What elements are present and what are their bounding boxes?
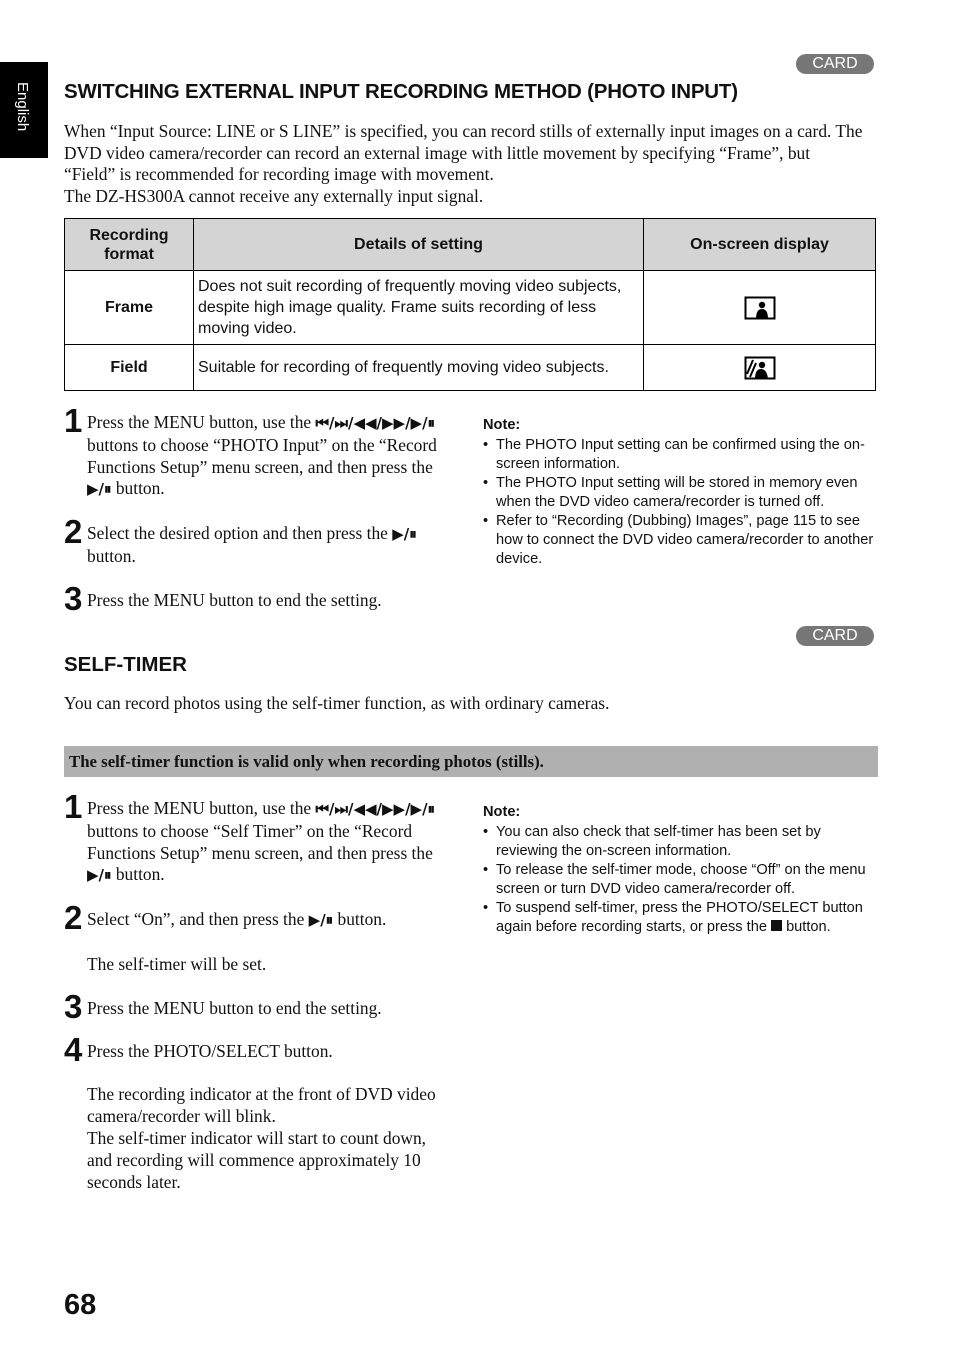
table-row — [65, 345, 876, 391]
note-item: • You can also check that self-timer has been set by reviewing the on-screen information. — [483, 823, 878, 861]
recording-format-table — [64, 218, 876, 391]
step-text: button. — [87, 545, 136, 566]
step-text: Select “On”, and then press the — [87, 909, 309, 930]
display-cell — [644, 345, 876, 391]
format-cell: Frame — [65, 271, 194, 345]
step-number: 3 — [64, 579, 83, 617]
self-timer-note — [483, 803, 878, 937]
step — [64, 402, 454, 501]
step-text: Select the desired option and then press the — [87, 523, 393, 544]
step-number: 3 — [64, 987, 83, 1025]
step-subtext: The self-timer will be set. — [87, 953, 267, 974]
table-header-row — [65, 219, 876, 271]
step-text: Press the MENU button to end the setting. — [87, 589, 382, 610]
step-number: 4 — [64, 1030, 83, 1068]
note-title: Note: — [483, 804, 521, 820]
photo-input-intro — [64, 121, 864, 208]
step — [64, 1030, 454, 1194]
note-text: button. — [786, 919, 831, 935]
frame-mode-icon — [744, 296, 776, 320]
note-item: • The PHOTO Input setting will be stored in memory even when the DVD video camera/recorder is turned off. — [483, 474, 878, 512]
note-title: Note: — [483, 417, 521, 433]
table-header: Recording format — [65, 219, 194, 271]
table-header: On-screen display — [644, 219, 876, 271]
photo-input-steps — [64, 402, 454, 617]
intro-paragraph: The DZ-HS300A cannot receive any externally input signal. — [64, 186, 484, 207]
step — [64, 899, 454, 976]
step-text: button. — [111, 864, 165, 885]
navigation-buttons-icon: ⏮/⏭/◀◀/▶▶/▶/⏸ — [315, 800, 436, 818]
stop-button-icon — [771, 920, 782, 931]
photo-input-note — [483, 416, 878, 569]
step-number: 1 — [64, 402, 83, 439]
note-item: • To release the self-timer mode, choose “Off” on the menu screen or turn DVD video camera/recorder off. — [483, 861, 878, 899]
page-number: 68 — [64, 1289, 97, 1321]
step-number: 2 — [64, 513, 83, 551]
field-mode-icon — [744, 356, 776, 380]
navigation-buttons-icon: ⏮/⏭/◀◀/▶▶/▶/⏸ — [315, 414, 436, 432]
step — [64, 579, 454, 617]
note-item: • Refer to “Recording (Dubbing) Images”, page 115 to see how to connect the DVD video camera/recorder to another device. — [483, 512, 878, 569]
table-header: Details of setting — [194, 219, 644, 271]
section-title-self-timer: SELF-TIMER — [64, 653, 187, 676]
note-item: • The PHOTO Input setting can be confirmed using the on-screen information. — [483, 436, 878, 474]
play-pause-icon: ▶/⏸ — [87, 480, 112, 499]
table-row — [65, 271, 876, 345]
language-tab — [0, 62, 48, 158]
step-subtext: The recording indicator at the front of DVD video camera/recorder will blink. — [87, 1084, 436, 1127]
intro-paragraph: When “Input Source: LINE or S LINE” is specified, you can record stills of externally input images on a card. The DVD video camera/recorder can record an external image with little movement by specifying “Frame”, but “Field” is recommended for recording image with movement. — [64, 121, 863, 185]
step-text: Press the MENU button, use the — [87, 798, 316, 818]
play-pause-icon: ▶/⏸ — [392, 525, 417, 544]
card-badge: CARD — [796, 54, 874, 74]
step-text: button. — [333, 909, 387, 930]
step-text: buttons to choose “PHOTO Input” on the “Record Functions Setup” menu screen, and then press the — [87, 434, 437, 477]
section-title-photo-input: SWITCHING EXTERNAL INPUT RECORDING METHOD (PHOTO INPUT) — [64, 80, 738, 103]
format-cell: Field — [65, 345, 194, 391]
self-timer-intro: You can record photos using the self-timer function, as with ordinary cameras. — [64, 693, 610, 713]
note-text: To suspend self-timer, press the PHOTO/SELECT button again before recording starts, or press the — [496, 900, 863, 935]
step-number: 2 — [64, 899, 83, 937]
play-pause-icon: ▶/⏸ — [87, 866, 112, 885]
step-subtext: The self-timer indicator will start to count down, and recording will commence approximately 10 seconds later. — [87, 1127, 427, 1192]
self-timer-highlight: The self-timer function is valid only when recording photos (stills). — [64, 746, 878, 777]
card-badge: CARD — [796, 626, 874, 646]
step-text: buttons to choose “Self Timer” on the “Record Functions Setup” menu screen, and then press the — [87, 820, 433, 863]
step — [64, 788, 454, 887]
step-text: Press the MENU button, use the — [87, 412, 316, 432]
details-cell: Suitable for recording of frequently moving video subjects. — [194, 345, 644, 391]
step-text: Press the PHOTO/SELECT button. — [87, 1040, 333, 1061]
step-text: button. — [111, 478, 165, 499]
language-label: English — [14, 82, 31, 132]
note-item — [483, 899, 878, 937]
self-timer-steps — [64, 788, 454, 1193]
step-number: 1 — [64, 788, 83, 825]
play-pause-icon: ▶/⏸ — [308, 911, 334, 930]
details-cell: Does not suit recording of frequently moving video subjects, despite high image quality. Frame suits recording of less moving video. — [194, 271, 644, 345]
step — [64, 987, 454, 1025]
display-cell — [644, 271, 876, 345]
step — [64, 513, 454, 568]
step-text: Press the MENU button to end the setting. — [87, 997, 382, 1018]
